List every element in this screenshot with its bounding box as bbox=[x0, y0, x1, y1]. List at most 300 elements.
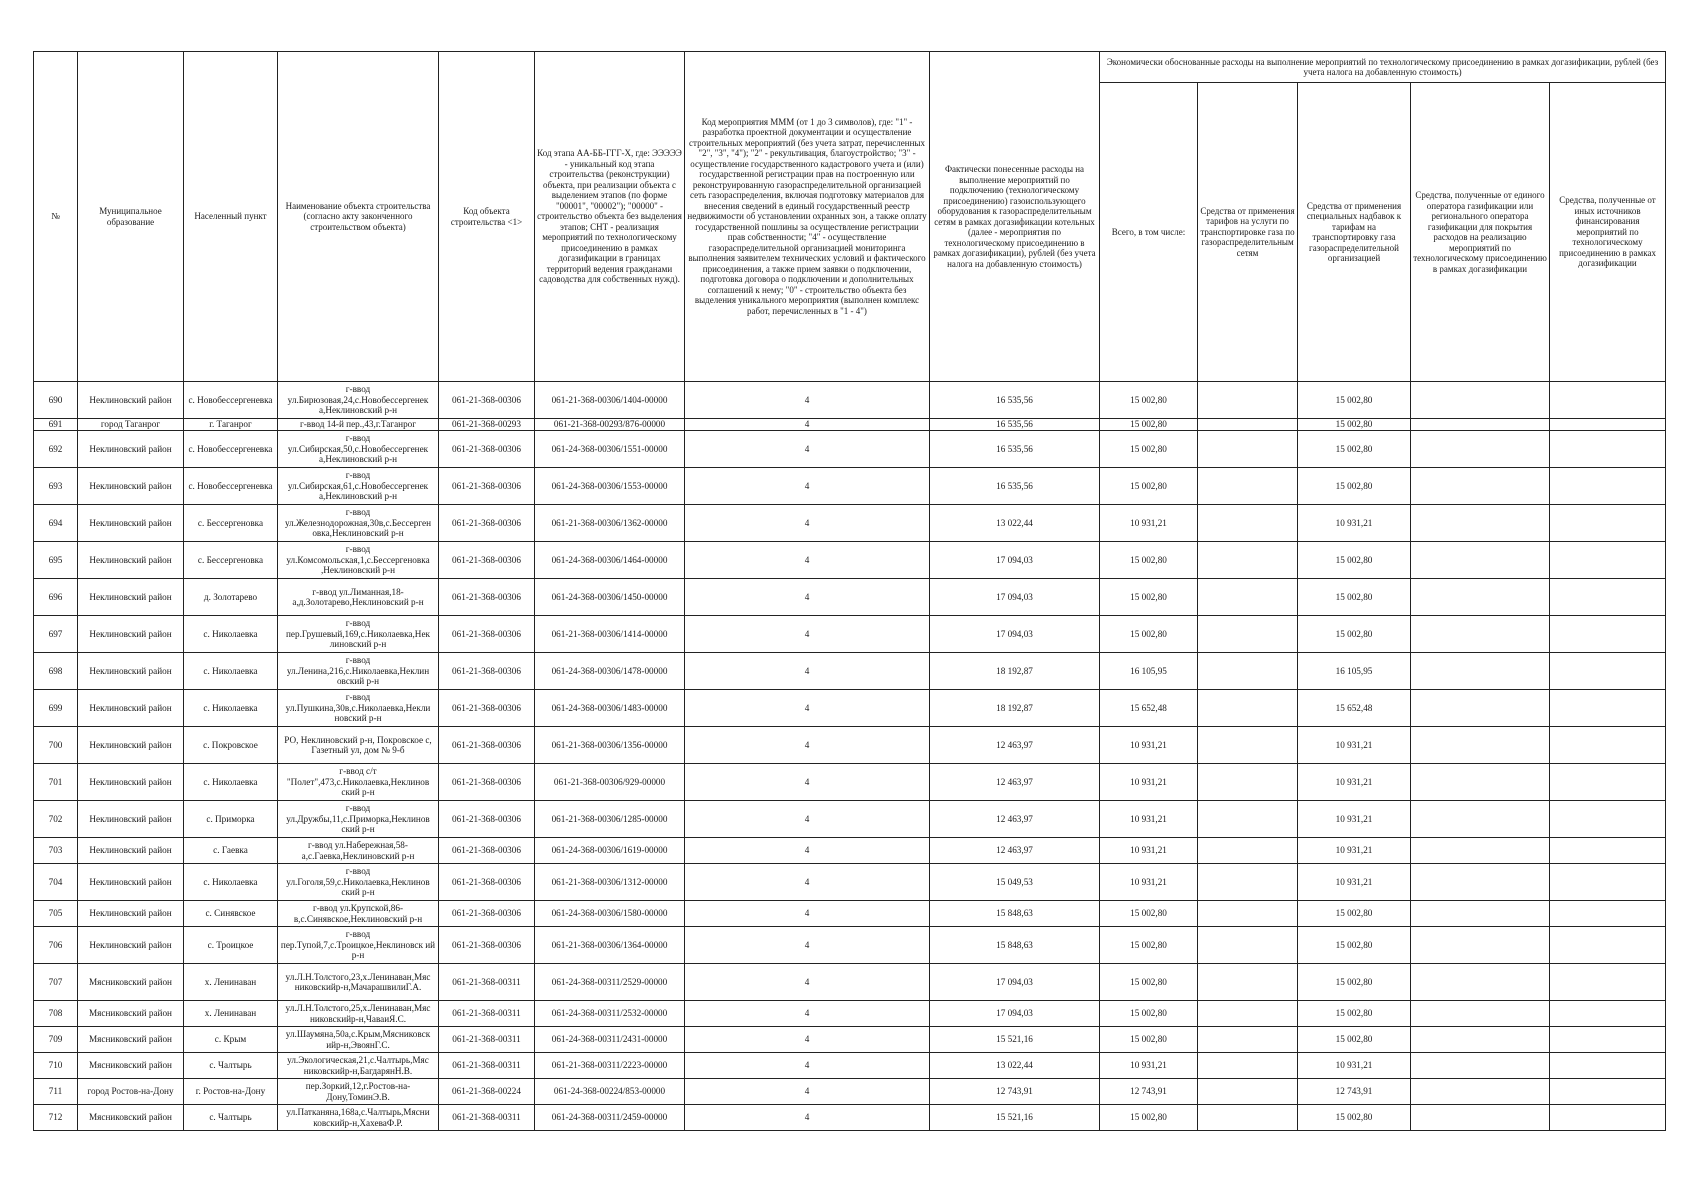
cell-municipality: Неклиновский район bbox=[78, 382, 184, 419]
cell-actual-costs: 16 535,56 bbox=[930, 468, 1100, 505]
cell-single-operator bbox=[1411, 964, 1550, 1001]
cell-settlement: х. Ленинаван bbox=[184, 1001, 278, 1027]
cell-object-code: 061-21-368-00306 bbox=[439, 764, 535, 801]
cell-object-code: 061-21-368-00306 bbox=[439, 801, 535, 838]
cell-object-code: 061-21-368-00311 bbox=[439, 1001, 535, 1027]
cell-other-sources bbox=[1550, 653, 1666, 690]
cell-object-name: г-ввод ул.Комсомольская,1,с.Бессергеновка ,Неклиновский р-н bbox=[278, 542, 439, 579]
table-row bbox=[34, 616, 1666, 653]
header-tariff-transport: Средства от применения тарифов на услуги по транспортировке газа по газораспределительным сетям bbox=[1198, 83, 1298, 382]
cell-num: 712 bbox=[34, 1105, 78, 1131]
cell-municipality: Неклиновский район bbox=[78, 864, 184, 901]
cell-object-name: г-ввод ул.Гоголя,59,с.Николаевка,Неклинов ский р-н bbox=[278, 864, 439, 901]
cell-tariff-transport bbox=[1198, 419, 1298, 431]
cell-special-markup: 15 002,80 bbox=[1298, 901, 1411, 927]
cell-num: 695 bbox=[34, 542, 78, 579]
cell-settlement: с. Приморка bbox=[184, 801, 278, 838]
cell-tariff-transport bbox=[1198, 1027, 1298, 1053]
cell-total: 10 931,21 bbox=[1100, 764, 1198, 801]
table-row bbox=[34, 1001, 1666, 1027]
cell-tariff-transport bbox=[1198, 690, 1298, 727]
document-sheet bbox=[33, 51, 1665, 1131]
cell-activity-code: 4 bbox=[685, 579, 930, 616]
cell-single-operator bbox=[1411, 431, 1550, 468]
cell-settlement: г. Ростов-на-Дону bbox=[184, 1079, 278, 1105]
cell-special-markup: 16 105,95 bbox=[1298, 653, 1411, 690]
cell-single-operator bbox=[1411, 1001, 1550, 1027]
cell-num: 692 bbox=[34, 431, 78, 468]
cell-settlement: с. Крым bbox=[184, 1027, 278, 1053]
cell-tariff-transport bbox=[1198, 616, 1298, 653]
cell-object-name: г-ввод ул.Железнодорожная,30в,с.Бессерген овка,Неклиновский р-н bbox=[278, 505, 439, 542]
cell-total: 15 002,80 bbox=[1100, 901, 1198, 927]
cell-settlement: д. Золотарево bbox=[184, 579, 278, 616]
cell-stage-code: 061-21-368-00306/1362-00000 bbox=[535, 505, 685, 542]
table-row bbox=[34, 864, 1666, 901]
cell-municipality: Мясниковский район bbox=[78, 1027, 184, 1053]
cell-num: 697 bbox=[34, 616, 78, 653]
cell-num: 707 bbox=[34, 964, 78, 1001]
cell-stage-code: 061-21-368-00306/1404-00000 bbox=[535, 382, 685, 419]
cell-num: 690 bbox=[34, 382, 78, 419]
cell-total: 15 002,80 bbox=[1100, 1001, 1198, 1027]
cell-num: 698 bbox=[34, 653, 78, 690]
cell-num: 710 bbox=[34, 1053, 78, 1079]
cell-object-name: г-ввод 14-й пер.,43,г.Таганрог bbox=[278, 419, 439, 431]
cell-special-markup: 15 002,80 bbox=[1298, 431, 1411, 468]
table-row bbox=[34, 468, 1666, 505]
header-object-name: Наименование объекта строительства (согласно акту законченного строительством объекта) bbox=[278, 52, 439, 382]
table-row bbox=[34, 727, 1666, 764]
table-row bbox=[34, 1105, 1666, 1131]
cell-object-name: г-ввод ул.Набережная,58-а,с.Гаевка,Неклиновский р-н bbox=[278, 838, 439, 864]
cell-actual-costs: 18 192,87 bbox=[930, 653, 1100, 690]
cell-other-sources bbox=[1550, 542, 1666, 579]
cell-tariff-transport bbox=[1198, 927, 1298, 964]
cell-num: 694 bbox=[34, 505, 78, 542]
cell-special-markup: 10 931,21 bbox=[1298, 1053, 1411, 1079]
cell-stage-code: 061-24-368-00306/1483-00000 bbox=[535, 690, 685, 727]
cell-total: 15 002,80 bbox=[1100, 1105, 1198, 1131]
cell-object-name: ул.Л.Н.Толстого,23,х.Ленинаван,Мяс никовскийр-н,МачарашвилиГ.А. bbox=[278, 964, 439, 1001]
header-special-markup: Средства от применения специальных надбавок к тарифам на транспортировку газа газораспределительной организацией bbox=[1298, 83, 1411, 382]
cell-stage-code: 061-24-368-00306/1464-00000 bbox=[535, 542, 685, 579]
cell-municipality: Неклиновский район bbox=[78, 690, 184, 727]
cell-single-operator bbox=[1411, 1053, 1550, 1079]
cell-other-sources bbox=[1550, 431, 1666, 468]
header-actual-costs: Фактически понесенные расходы на выполнение мероприятий по подключению (технологическому присоединению) газоиспользующего оборудования к газораспределительным сетям в рамках догазификации котельных (далее - мероприятия по технологическому присоединению в рамках догазификации), рублей (без учета налога на добавленную стоимость) bbox=[930, 52, 1100, 382]
cell-other-sources bbox=[1550, 1079, 1666, 1105]
cell-tariff-transport bbox=[1198, 1001, 1298, 1027]
cell-other-sources bbox=[1550, 1001, 1666, 1027]
cell-object-code: 061-21-368-00293 bbox=[439, 419, 535, 431]
cell-object-name: г-ввод ул.Сибирская,61,с.Новобессергенек а,Неклиновский р-н bbox=[278, 468, 439, 505]
cell-object-name: ул.Л.Н.Толстого,25,х.Ленинаван,Мяс никовскийр-н,ЧаваиЯ.С. bbox=[278, 1001, 439, 1027]
cell-stage-code: 061-24-368-00306/1450-00000 bbox=[535, 579, 685, 616]
cell-settlement: с. Гаевка bbox=[184, 838, 278, 864]
cell-other-sources bbox=[1550, 964, 1666, 1001]
cell-object-code: 061-21-368-00306 bbox=[439, 431, 535, 468]
cell-tariff-transport bbox=[1198, 764, 1298, 801]
cell-stage-code: 061-24-368-00311/2459-00000 bbox=[535, 1105, 685, 1131]
cell-single-operator bbox=[1411, 505, 1550, 542]
cell-activity-code: 4 bbox=[685, 419, 930, 431]
cell-single-operator bbox=[1411, 764, 1550, 801]
cell-object-name: г-ввод с/т "Полет",473,с.Николаевка,Неклинов ский р-н bbox=[278, 764, 439, 801]
cell-other-sources bbox=[1550, 579, 1666, 616]
cell-activity-code: 4 bbox=[685, 1105, 930, 1131]
cell-stage-code: 061-24-368-00306/1551-00000 bbox=[535, 431, 685, 468]
cell-object-code: 061-21-368-00311 bbox=[439, 1105, 535, 1131]
cell-activity-code: 4 bbox=[685, 431, 930, 468]
cell-actual-costs: 12 463,97 bbox=[930, 764, 1100, 801]
table-row bbox=[34, 542, 1666, 579]
cell-num: 691 bbox=[34, 419, 78, 431]
cell-other-sources bbox=[1550, 901, 1666, 927]
cell-single-operator bbox=[1411, 468, 1550, 505]
cell-single-operator bbox=[1411, 1105, 1550, 1131]
header-activity-code: Код мероприятия МММ (от 1 до 3 символов), где: "1" - разработка проектной документации и осуществление строительных мероприятий (без учета затрат, перечисленных "2", "3", "4"); "2" - рекультивация, благоустройство; "3" - осуществление государственного кадастрового учета и (или) государственной регистрации прав на построенную или реконструированную газораспределительной организацией сеть газораспределения, включая подготовку материалов для внесения сведений в единый государственный реестр недвижимости об установлении охранных зон, а также оплату государственной пошлины за осуществление регистрации прав собственности; "4" - осуществление газораспределительной организацией мониторинга выполнения заявителем технических условий и фактического присоединения, а также прием заявки о подключении, подготовка договора о подключении и дополнительных соглашений к нему; "0" - строительство объекта без выделения уникального мероприятия (выполнен комплекс работ, перечисленных в "1 - 4") bbox=[685, 52, 930, 382]
cell-municipality: Неклиновский район bbox=[78, 838, 184, 864]
cell-total: 15 002,80 bbox=[1100, 431, 1198, 468]
cell-total: 15 002,80 bbox=[1100, 616, 1198, 653]
cell-tariff-transport bbox=[1198, 901, 1298, 927]
cell-actual-costs: 15 521,16 bbox=[930, 1105, 1100, 1131]
cell-special-markup: 15 002,80 bbox=[1298, 616, 1411, 653]
cell-settlement: с. Николаевка bbox=[184, 864, 278, 901]
cell-stage-code: 061-21-368-00306/1356-00000 bbox=[535, 727, 685, 764]
cell-total: 10 931,21 bbox=[1100, 838, 1198, 864]
cell-activity-code: 4 bbox=[685, 542, 930, 579]
cell-object-name: ул.Шаумяна,50а,с.Крым,Мясниковск ийр-н,ЭвоянГ.С. bbox=[278, 1027, 439, 1053]
cell-other-sources bbox=[1550, 801, 1666, 838]
table-row bbox=[34, 419, 1666, 431]
cell-stage-code: 061-24-368-00224/853-00000 bbox=[535, 1079, 685, 1105]
cell-total: 15 002,80 bbox=[1100, 927, 1198, 964]
cell-other-sources bbox=[1550, 505, 1666, 542]
cell-stage-code: 061-21-368-00306/1414-00000 bbox=[535, 616, 685, 653]
table-row bbox=[34, 579, 1666, 616]
cell-activity-code: 4 bbox=[685, 838, 930, 864]
cell-municipality: Неклиновский район bbox=[78, 927, 184, 964]
header-total: Всего, в том числе: bbox=[1100, 83, 1198, 382]
cell-other-sources bbox=[1550, 690, 1666, 727]
cell-tariff-transport bbox=[1198, 382, 1298, 419]
cell-special-markup: 10 931,21 bbox=[1298, 505, 1411, 542]
cell-special-markup: 15 002,80 bbox=[1298, 382, 1411, 419]
cell-municipality: Неклиновский район bbox=[78, 468, 184, 505]
cell-total: 15 652,48 bbox=[1100, 690, 1198, 727]
table-row bbox=[34, 927, 1666, 964]
cell-num: 699 bbox=[34, 690, 78, 727]
cell-num: 704 bbox=[34, 864, 78, 901]
table-row bbox=[34, 964, 1666, 1001]
cell-object-code: 061-21-368-00306 bbox=[439, 838, 535, 864]
cell-other-sources bbox=[1550, 1105, 1666, 1131]
cell-object-name: РО, Неклиновский р-н, Покровское с, Газетный ул, дом № 9-б bbox=[278, 727, 439, 764]
cell-num: 702 bbox=[34, 801, 78, 838]
cell-special-markup: 15 652,48 bbox=[1298, 690, 1411, 727]
cell-settlement: с. Троицкое bbox=[184, 927, 278, 964]
cell-object-code: 061-21-368-00306 bbox=[439, 690, 535, 727]
cell-special-markup: 15 002,80 bbox=[1298, 1001, 1411, 1027]
cell-object-code: 061-21-368-00306 bbox=[439, 505, 535, 542]
cell-tariff-transport bbox=[1198, 864, 1298, 901]
cell-total: 10 931,21 bbox=[1100, 505, 1198, 542]
table-header bbox=[34, 52, 1666, 382]
cell-object-code: 061-21-368-00306 bbox=[439, 901, 535, 927]
cell-single-operator bbox=[1411, 382, 1550, 419]
cell-special-markup: 15 002,80 bbox=[1298, 579, 1411, 616]
cell-other-sources bbox=[1550, 927, 1666, 964]
cell-other-sources bbox=[1550, 419, 1666, 431]
cell-stage-code: 061-21-368-00306/929-00000 bbox=[535, 764, 685, 801]
cell-single-operator bbox=[1411, 542, 1550, 579]
cell-object-code: 061-21-368-00306 bbox=[439, 542, 535, 579]
cell-single-operator bbox=[1411, 1027, 1550, 1053]
cell-tariff-transport bbox=[1198, 579, 1298, 616]
cell-activity-code: 4 bbox=[685, 964, 930, 1001]
header-num: № bbox=[34, 52, 78, 382]
cell-tariff-transport bbox=[1198, 964, 1298, 1001]
cell-other-sources bbox=[1550, 727, 1666, 764]
cell-single-operator bbox=[1411, 838, 1550, 864]
cell-num: 711 bbox=[34, 1079, 78, 1105]
header-municipality: Муниципальное образование bbox=[78, 52, 184, 382]
cell-object-name: пер.Зоркий,12,г.Ростов-на-Дону,ТоминЭ.В. bbox=[278, 1079, 439, 1105]
cell-activity-code: 4 bbox=[685, 1053, 930, 1079]
table-row bbox=[34, 653, 1666, 690]
cell-special-markup: 15 002,80 bbox=[1298, 964, 1411, 1001]
cell-actual-costs: 16 535,56 bbox=[930, 419, 1100, 431]
cell-tariff-transport bbox=[1198, 431, 1298, 468]
cell-special-markup: 15 002,80 bbox=[1298, 419, 1411, 431]
cell-actual-costs: 15 848,63 bbox=[930, 901, 1100, 927]
table-row bbox=[34, 838, 1666, 864]
cell-municipality: Неклиновский район bbox=[78, 653, 184, 690]
cell-single-operator bbox=[1411, 653, 1550, 690]
table-row bbox=[34, 1053, 1666, 1079]
cell-actual-costs: 16 535,56 bbox=[930, 431, 1100, 468]
cell-object-name: г-ввод пер.Грушевый,169,с.Николаевка,Нек линовский р-н bbox=[278, 616, 439, 653]
cell-num: 709 bbox=[34, 1027, 78, 1053]
cell-tariff-transport bbox=[1198, 838, 1298, 864]
cell-special-markup: 10 931,21 bbox=[1298, 838, 1411, 864]
cell-other-sources bbox=[1550, 838, 1666, 864]
cell-tariff-transport bbox=[1198, 542, 1298, 579]
table-row bbox=[34, 901, 1666, 927]
cell-municipality: город Ростов-на-Дону bbox=[78, 1079, 184, 1105]
cell-activity-code: 4 bbox=[685, 653, 930, 690]
cell-actual-costs: 17 094,03 bbox=[930, 964, 1100, 1001]
table-row bbox=[34, 431, 1666, 468]
cell-actual-costs: 18 192,87 bbox=[930, 690, 1100, 727]
cell-settlement: с. Бессергеновка bbox=[184, 542, 278, 579]
cell-other-sources bbox=[1550, 1053, 1666, 1079]
cell-settlement: с. Николаевка bbox=[184, 616, 278, 653]
cell-num: 703 bbox=[34, 838, 78, 864]
cell-tariff-transport bbox=[1198, 727, 1298, 764]
cell-single-operator bbox=[1411, 579, 1550, 616]
cell-num: 700 bbox=[34, 727, 78, 764]
cell-settlement: с. Чалтырь bbox=[184, 1105, 278, 1131]
cell-municipality: Мясниковский район bbox=[78, 1053, 184, 1079]
cell-object-name: г-ввод ул.Ленина,216,с.Николаевка,Неклин овский р-н bbox=[278, 653, 439, 690]
cell-stage-code: 061-24-368-00311/2529-00000 bbox=[535, 964, 685, 1001]
cell-object-name: г-ввод ул.Дружбы,11,с.Приморка,Неклинов ский р-н bbox=[278, 801, 439, 838]
cell-num: 701 bbox=[34, 764, 78, 801]
cell-object-name: г-ввод ул.Сибирская,50,с.Новобессергенек а,Неклиновский р-н bbox=[278, 431, 439, 468]
cell-object-name: г-ввод ул.Лиманная,18-а,д.Золотарево,Неклиновский р-н bbox=[278, 579, 439, 616]
cell-settlement: с. Николаевка bbox=[184, 653, 278, 690]
cell-settlement: г. Таганрог bbox=[184, 419, 278, 431]
cell-activity-code: 4 bbox=[685, 382, 930, 419]
table-row bbox=[34, 505, 1666, 542]
cell-stage-code: 061-21-368-00311/2223-00000 bbox=[535, 1053, 685, 1079]
cell-object-name: ул.Экологическая,21,с.Чалтырь,Мяс никовскийр-н,БагдарянН.В. bbox=[278, 1053, 439, 1079]
cell-stage-code: 061-24-368-00306/1478-00000 bbox=[535, 653, 685, 690]
cell-special-markup: 15 002,80 bbox=[1298, 1027, 1411, 1053]
cell-activity-code: 4 bbox=[685, 616, 930, 653]
cell-municipality: Неклиновский район bbox=[78, 801, 184, 838]
cell-num: 706 bbox=[34, 927, 78, 964]
header-settlement: Населенный пункт bbox=[184, 52, 278, 382]
cell-total: 15 002,80 bbox=[1100, 579, 1198, 616]
cell-special-markup: 10 931,21 bbox=[1298, 764, 1411, 801]
cell-actual-costs: 13 022,44 bbox=[930, 1053, 1100, 1079]
cell-actual-costs: 12 743,91 bbox=[930, 1079, 1100, 1105]
cell-special-markup: 10 931,21 bbox=[1298, 864, 1411, 901]
cell-single-operator bbox=[1411, 616, 1550, 653]
cell-municipality: Мясниковский район bbox=[78, 964, 184, 1001]
cell-actual-costs: 15 049,53 bbox=[930, 864, 1100, 901]
cell-other-sources bbox=[1550, 864, 1666, 901]
cell-actual-costs: 17 094,03 bbox=[930, 542, 1100, 579]
cell-num: 705 bbox=[34, 901, 78, 927]
cell-settlement: с. Новобессергеневка bbox=[184, 382, 278, 419]
cell-num: 696 bbox=[34, 579, 78, 616]
cell-other-sources bbox=[1550, 1027, 1666, 1053]
cell-special-markup: 10 931,21 bbox=[1298, 727, 1411, 764]
cell-settlement: с. Николаевка bbox=[184, 690, 278, 727]
cell-total: 10 931,21 bbox=[1100, 864, 1198, 901]
cell-activity-code: 4 bbox=[685, 468, 930, 505]
cell-settlement: с. Новобессергеневка bbox=[184, 431, 278, 468]
cell-actual-costs: 12 463,97 bbox=[930, 838, 1100, 864]
cell-special-markup: 10 931,21 bbox=[1298, 801, 1411, 838]
cell-activity-code: 4 bbox=[685, 764, 930, 801]
cell-municipality: Неклиновский район bbox=[78, 542, 184, 579]
cell-municipality: Неклиновский район bbox=[78, 616, 184, 653]
cell-stage-code: 061-24-368-00306/1619-00000 bbox=[535, 838, 685, 864]
cell-object-code: 061-21-368-00311 bbox=[439, 1027, 535, 1053]
cell-object-code: 061-21-368-00311 bbox=[439, 1053, 535, 1079]
cell-single-operator bbox=[1411, 901, 1550, 927]
cell-settlement: с. Чалтырь bbox=[184, 1053, 278, 1079]
cell-special-markup: 15 002,80 bbox=[1298, 927, 1411, 964]
cell-total: 15 002,80 bbox=[1100, 468, 1198, 505]
cell-total: 15 002,80 bbox=[1100, 419, 1198, 431]
cell-object-code: 061-21-368-00306 bbox=[439, 927, 535, 964]
cell-activity-code: 4 bbox=[685, 864, 930, 901]
cell-object-code: 061-21-368-00306 bbox=[439, 616, 535, 653]
cell-stage-code: 061-24-368-00306/1553-00000 bbox=[535, 468, 685, 505]
cell-tariff-transport bbox=[1198, 1053, 1298, 1079]
table-row bbox=[34, 801, 1666, 838]
cell-other-sources bbox=[1550, 764, 1666, 801]
header-other-sources: Средства, полученные от иных источников финансирования мероприятий по технологическому присоединению в рамках догазификации bbox=[1550, 83, 1666, 382]
cell-activity-code: 4 bbox=[685, 1001, 930, 1027]
cell-object-code: 061-21-368-00306 bbox=[439, 382, 535, 419]
cell-total: 15 002,80 bbox=[1100, 382, 1198, 419]
cell-total: 12 743,91 bbox=[1100, 1079, 1198, 1105]
cell-tariff-transport bbox=[1198, 468, 1298, 505]
cell-single-operator bbox=[1411, 864, 1550, 901]
cell-stage-code: 061-21-368-00306/1364-00000 bbox=[535, 927, 685, 964]
cell-single-operator bbox=[1411, 727, 1550, 764]
cell-other-sources bbox=[1550, 616, 1666, 653]
cell-num: 693 bbox=[34, 468, 78, 505]
cell-stage-code: 061-21-368-00306/1285-00000 bbox=[535, 801, 685, 838]
cell-municipality: Неклиновский район bbox=[78, 764, 184, 801]
cell-actual-costs: 13 022,44 bbox=[930, 505, 1100, 542]
table-row bbox=[34, 1079, 1666, 1105]
cell-single-operator bbox=[1411, 927, 1550, 964]
cell-stage-code: 061-24-368-00311/2532-00000 bbox=[535, 1001, 685, 1027]
cell-municipality: Мясниковский район bbox=[78, 1001, 184, 1027]
cell-tariff-transport bbox=[1198, 801, 1298, 838]
cell-activity-code: 4 bbox=[685, 727, 930, 764]
cell-single-operator bbox=[1411, 419, 1550, 431]
cell-single-operator bbox=[1411, 690, 1550, 727]
cell-stage-code: 061-21-368-00293/876-00000 bbox=[535, 419, 685, 431]
cell-municipality: Неклиновский район bbox=[78, 727, 184, 764]
cell-object-code: 061-21-368-00224 bbox=[439, 1079, 535, 1105]
cell-single-operator bbox=[1411, 1079, 1550, 1105]
cell-actual-costs: 17 094,03 bbox=[930, 579, 1100, 616]
cell-object-code: 061-21-368-00306 bbox=[439, 468, 535, 505]
cell-tariff-transport bbox=[1198, 1079, 1298, 1105]
cell-object-code: 061-21-368-00311 bbox=[439, 964, 535, 1001]
data-table bbox=[33, 51, 1666, 1131]
cell-stage-code: 061-24-368-00306/1580-00000 bbox=[535, 901, 685, 927]
cell-total: 10 931,21 bbox=[1100, 727, 1198, 764]
cell-special-markup: 15 002,80 bbox=[1298, 1105, 1411, 1131]
cell-object-name: ул.Патканяна,168а,с.Чалтырь,Мясни ковскийр-н,ХахеваФ.Р. bbox=[278, 1105, 439, 1131]
cell-total: 15 002,80 bbox=[1100, 1027, 1198, 1053]
table-row bbox=[34, 1027, 1666, 1053]
cell-settlement: с. Новобессергеневка bbox=[184, 468, 278, 505]
cell-actual-costs: 15 521,16 bbox=[930, 1027, 1100, 1053]
cell-object-name: г-ввод пер.Тупой,7,с.Троицкое,Неклиновск ий р-н bbox=[278, 927, 439, 964]
cell-actual-costs: 17 094,03 bbox=[930, 1001, 1100, 1027]
cell-single-operator bbox=[1411, 801, 1550, 838]
cell-activity-code: 4 bbox=[685, 1079, 930, 1105]
cell-total: 10 931,21 bbox=[1100, 801, 1198, 838]
cell-tariff-transport bbox=[1198, 505, 1298, 542]
cell-tariff-transport bbox=[1198, 653, 1298, 690]
cell-other-sources bbox=[1550, 382, 1666, 419]
cell-object-name: г-ввод ул.Бирюзовая,24,с.Новобессергенек а,Неклиновский р-н bbox=[278, 382, 439, 419]
cell-object-code: 061-21-368-00306 bbox=[439, 864, 535, 901]
cell-object-name: г-ввод ул.Пушкина,30в,с.Николаевка,Некли новский р-н bbox=[278, 690, 439, 727]
cell-total: 10 931,21 bbox=[1100, 1053, 1198, 1079]
cell-activity-code: 4 bbox=[685, 505, 930, 542]
cell-municipality: город Таганрог bbox=[78, 419, 184, 431]
cell-special-markup: 15 002,80 bbox=[1298, 542, 1411, 579]
cell-activity-code: 4 bbox=[685, 901, 930, 927]
cell-tariff-transport bbox=[1198, 1105, 1298, 1131]
